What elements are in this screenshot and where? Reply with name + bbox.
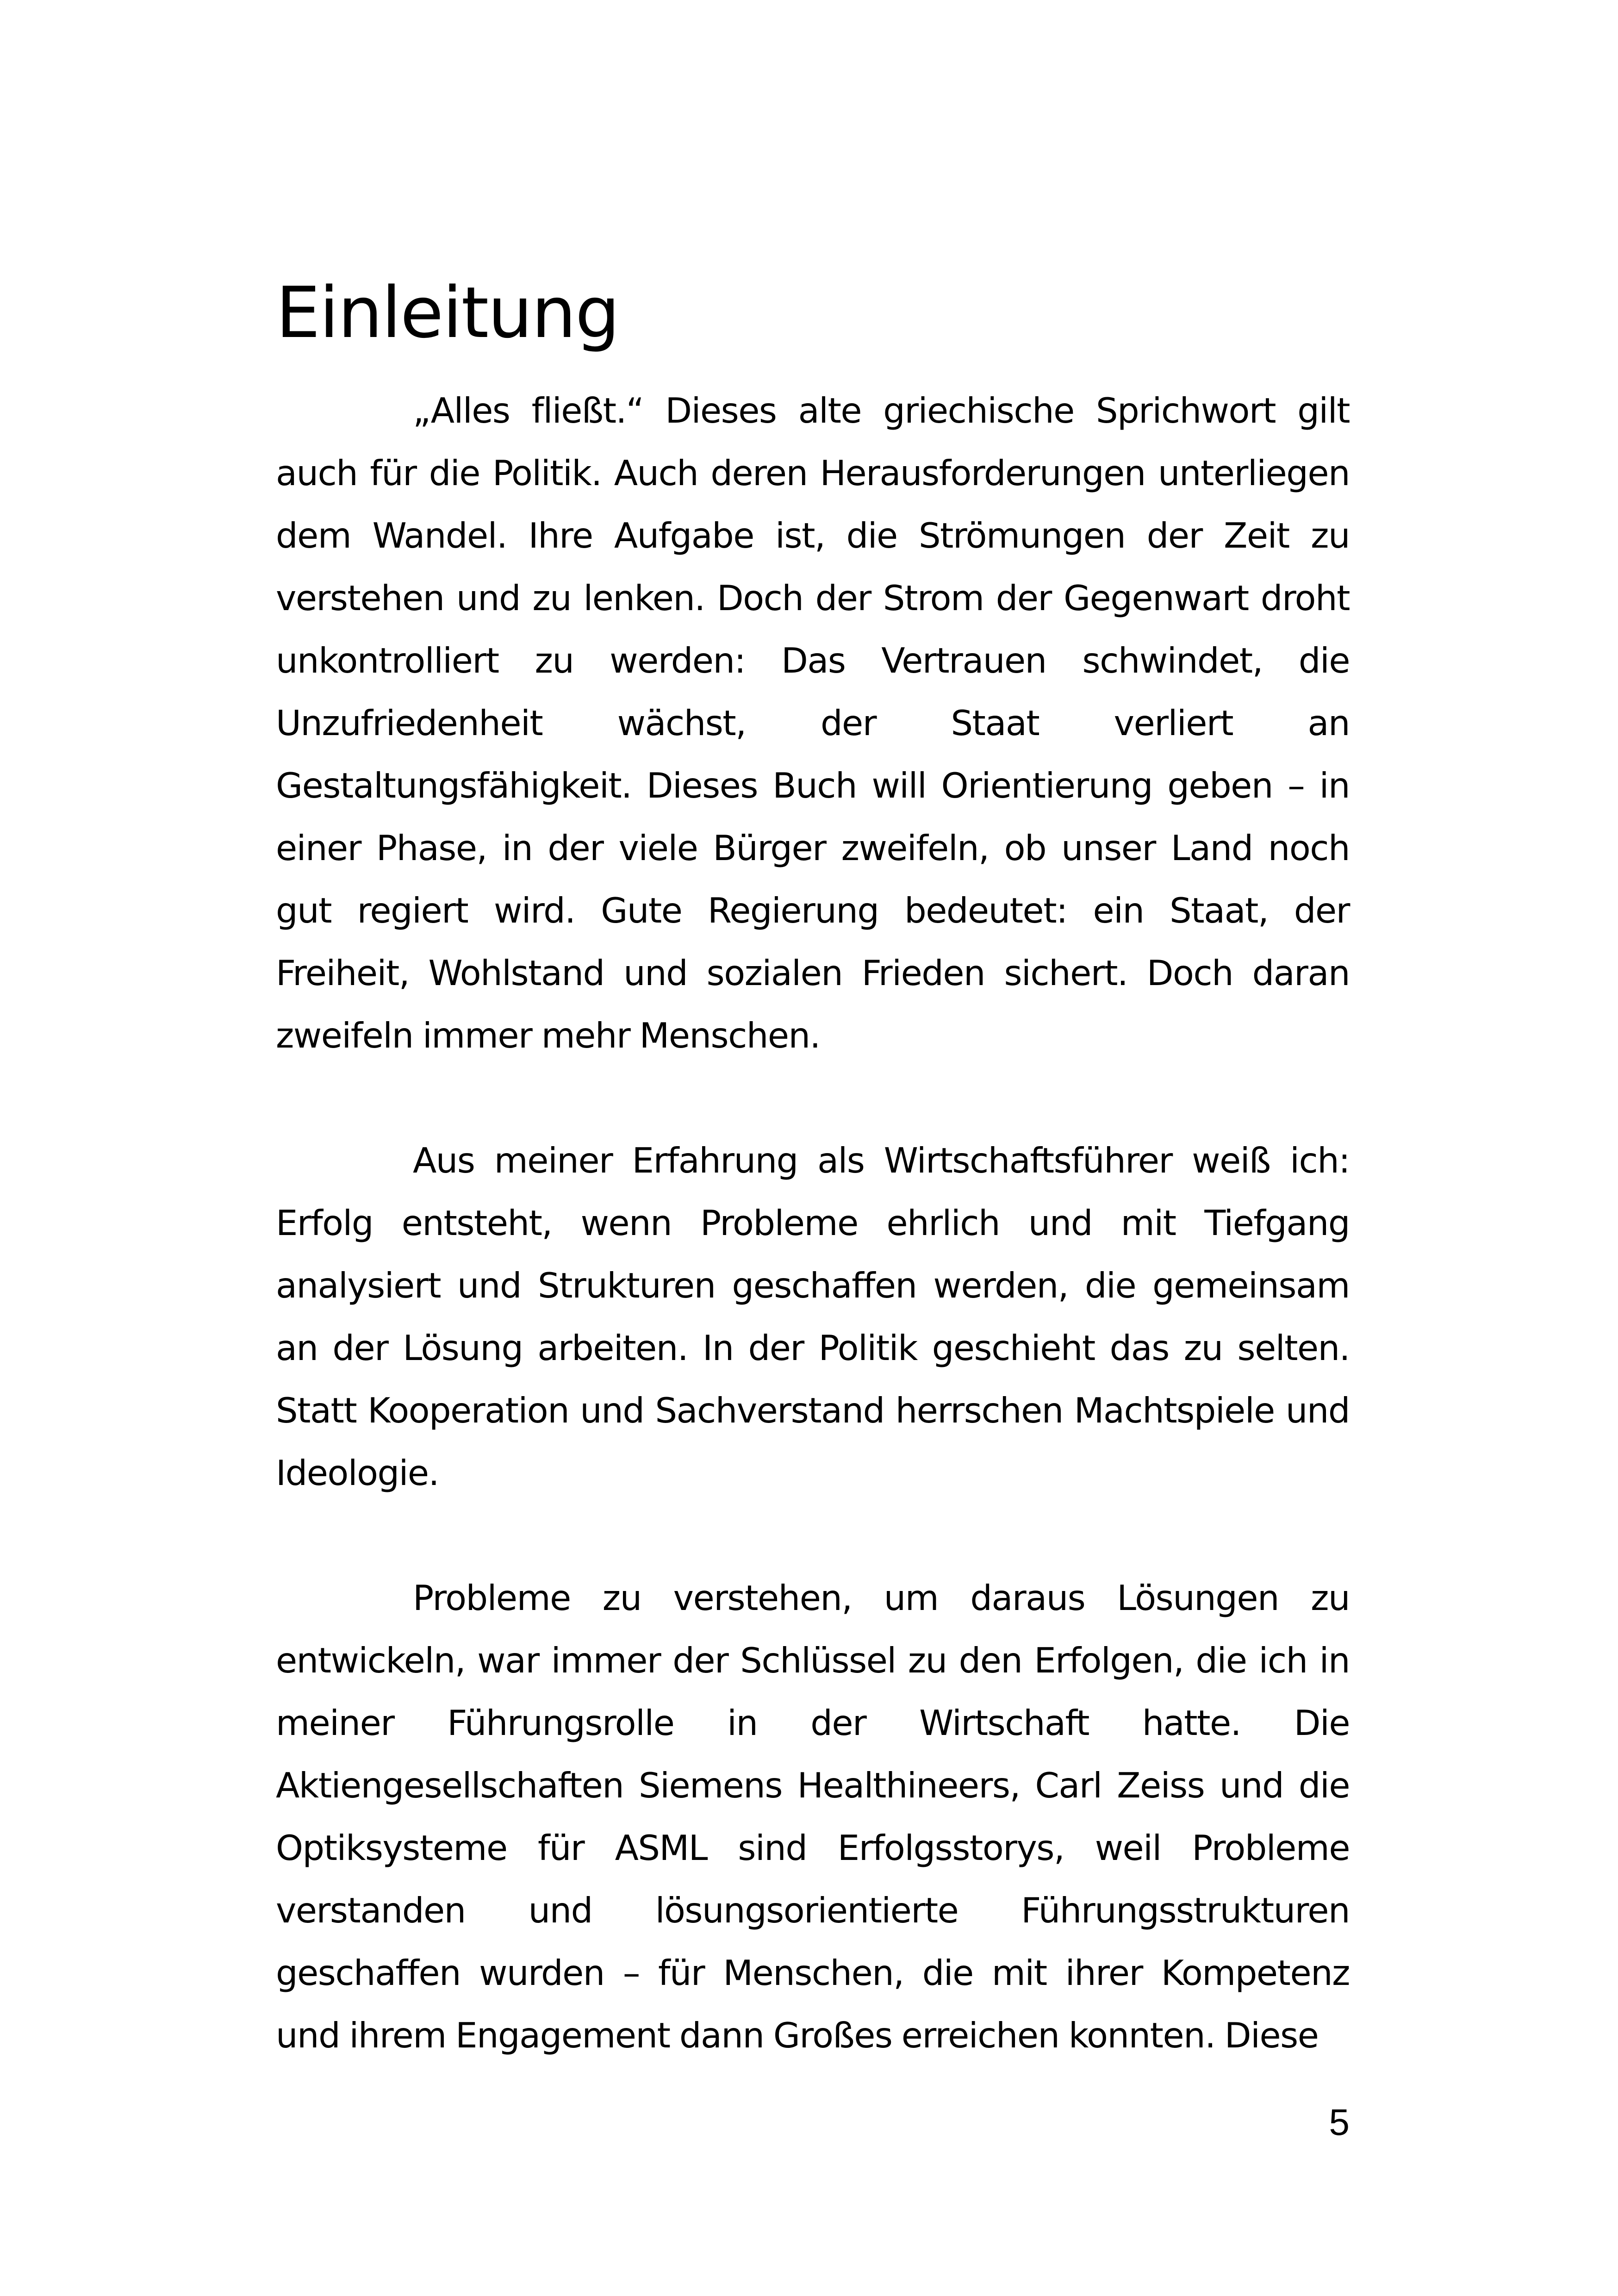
page-number: 5 <box>1329 2102 1350 2143</box>
paragraph-3: Probleme zu verstehen, um daraus Lösungen zu entwickeln, war immer der Schlüssel zu den Erfolgen, die ich in meiner Führungsrolle in der Wirtschaft hatte. Die Aktiengesellschaften Siemens Healthineers, Carl Zeiss und die Optiksysteme für ASML sind Erfolgsstorys, weil Probleme verstanden und lösungsorientierte Führungsstrukturen geschaffen wurden – für Menschen, die mit ihrer Kompetenz und ihrem Engagement dann Großes erreichen konnten. Diese <box>276 1578 1350 2056</box>
chapter-body <box>276 380 1350 2067</box>
paragraph-1: „Alles fließt.“ Dieses alte griechische Sprichwort gilt auch für die Politik. Auch deren Herausforderungen unterliegen dem Wandel. Ihre Aufgabe ist, die Strömungen der Zeit zu verstehen und zu lenken. Doch der Strom der Gegenwart droht unkontrolliert zu werden: Das Vertrauen schwindet, die Unzufriedenheit wächst, der Staat verliert an Gestaltungsfähigkeit. Dieses Buch will Orientierung geben – in einer Phase, in der viele Bürger zweifeln, ob unser Land noch gut regiert wird. Gute Regierung bedeutet: ein Staat, der Freiheit, Wohlstand und sozialen Frieden sichert. Doch daran zweifeln immer mehr Menschen. <box>276 390 1350 1056</box>
paragraph-2: Aus meiner Erfahrung als Wirtschaftsführer weiß ich: Erfolg entsteht, wenn Probleme ehrlich und mit Tiefgang analysiert und Strukturen geschaffen werden, die gemeinsam an der Lösung arbeiten. In der Politik geschieht das zu selten. Statt Kooperation und Sachverstand herrschen Machtspiele und Ideologie. <box>276 1140 1350 1493</box>
chapter-heading: Einleitung <box>276 272 619 354</box>
